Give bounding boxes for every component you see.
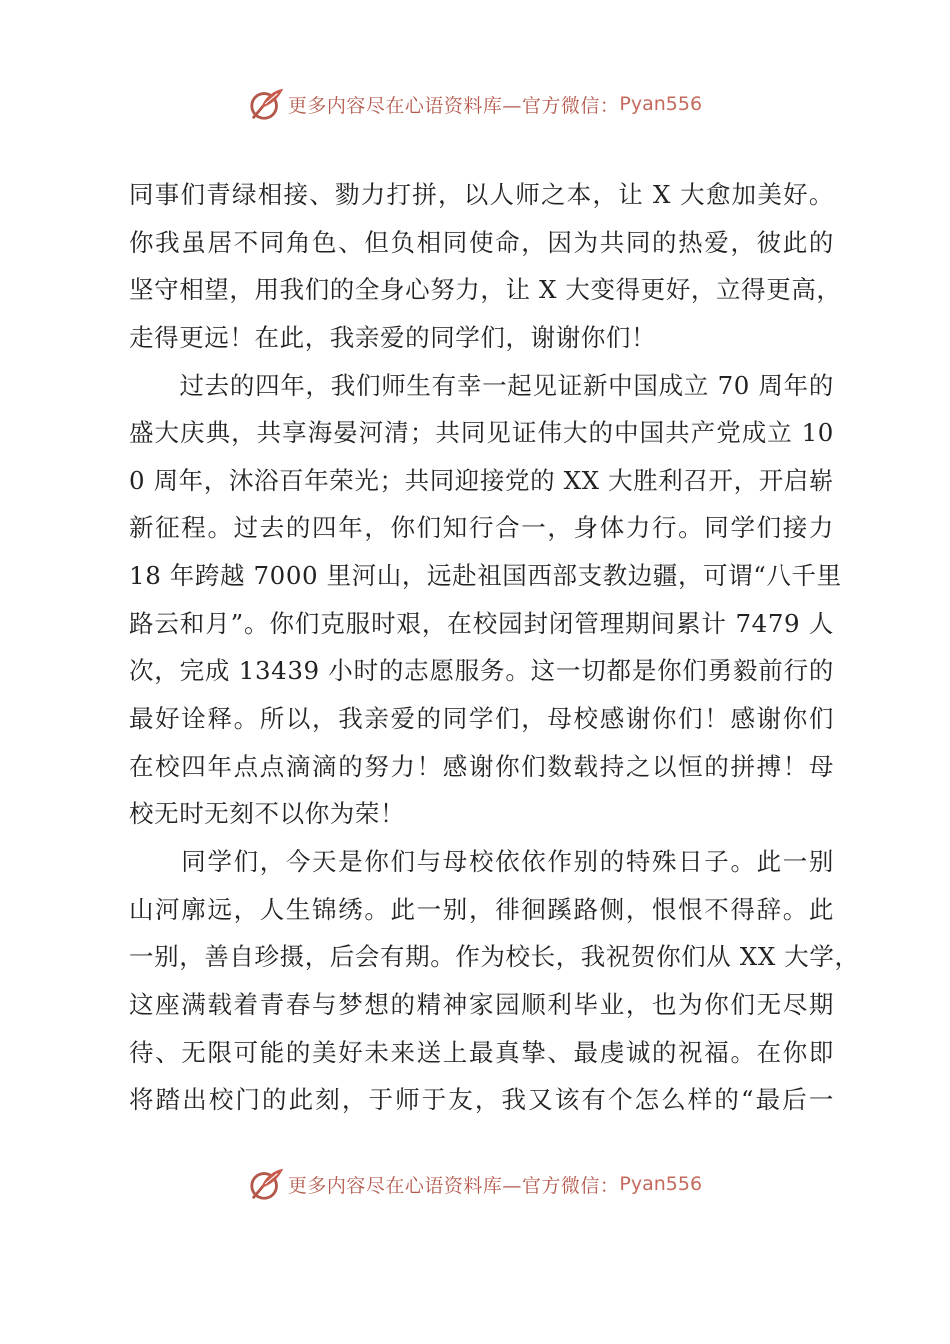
footer-banner-text: 更多内容尽在心语资料库—官方微信：: [287, 1174, 620, 1197]
body-line: 你我虽居不同角色、但负相同使命，因为共同的热爱，彼此的: [129, 227, 834, 257]
body-line: 过去的四年，我们师生有幸一起见证新中国成立 70 周年的: [129, 370, 834, 400]
body-line: 同学们，今天是你们与母校依依作别的特殊日子。此一别: [129, 846, 834, 876]
body-line: 0 周年，沐浴百年荣光；共同迎接党的 XX 大胜利召开，开启崭: [129, 465, 834, 495]
body-line: 次，完成 13439 小时的志愿服务。这一切都是你们勇毅前行的: [129, 656, 834, 686]
quill-logo-icon: [248, 85, 286, 123]
body-line: 一别，善自珍摄，后会有期。作为校长，我祝贺你们从 XX 大学，: [129, 942, 860, 972]
body-line: 这座满载着青春与梦想的精神家园顺利毕业，也为你们无尽期: [129, 989, 834, 1019]
header-wechat-id: Pyan556: [619, 93, 703, 115]
body-line: 在校四年点点滴滴的努力！感谢你们数载持之以恒的拼搏！母: [129, 751, 834, 781]
document-body: [129, 171, 860, 1124]
body-line: 坚守相望，用我们的全身心努力，让 X 大变得更好，立得更高，: [129, 275, 842, 305]
body-line: 18 年跨越 7000 里河山，远赴祖国西部支教边疆，可谓“八千里: [129, 561, 842, 591]
body-line: 同事们青绿相接、勠力打拼，以人师之本，让 X 大愈加美好。: [129, 180, 834, 209]
body-line: 待、无限可能的美好未来送上最真挚、最虔诚的祝福。在你即: [129, 1037, 834, 1067]
body-line: 走得更远！在此，我亲爱的同学们，谢谢你们！: [129, 322, 657, 352]
body-line: 新征程。过去的四年，你们知行合一，身体力行。同学们接力: [129, 513, 834, 543]
body-line: 最好诠释。所以，我亲爱的同学们，母校感谢你们！感谢你们: [129, 704, 834, 734]
body-line: 盛大庆典，共享海晏河清；共同见证伟大的中国共产党成立 10: [129, 418, 834, 448]
body-line: 校无时无刻不以你为荣！: [129, 799, 406, 829]
header-banner: [0, 84, 950, 124]
body-line: 山河廓远，人生锦绣。此一别，徘徊蹊路侧，恨恨不得辞。此: [129, 894, 834, 924]
footer-banner: [0, 1164, 950, 1204]
body-line: 将踏出校门的此刻，于师于友，我又该有个怎么样的“最后一: [129, 1085, 834, 1115]
quill-logo-icon: [248, 1165, 286, 1203]
header-banner-text: 更多内容尽在心语资料库—官方微信：: [287, 94, 620, 117]
footer-wechat-id: Pyan556: [619, 1173, 703, 1195]
body-line: 路云和月”。你们克服时艰，在校园封闭管理期间累计 7479 人: [129, 608, 834, 638]
